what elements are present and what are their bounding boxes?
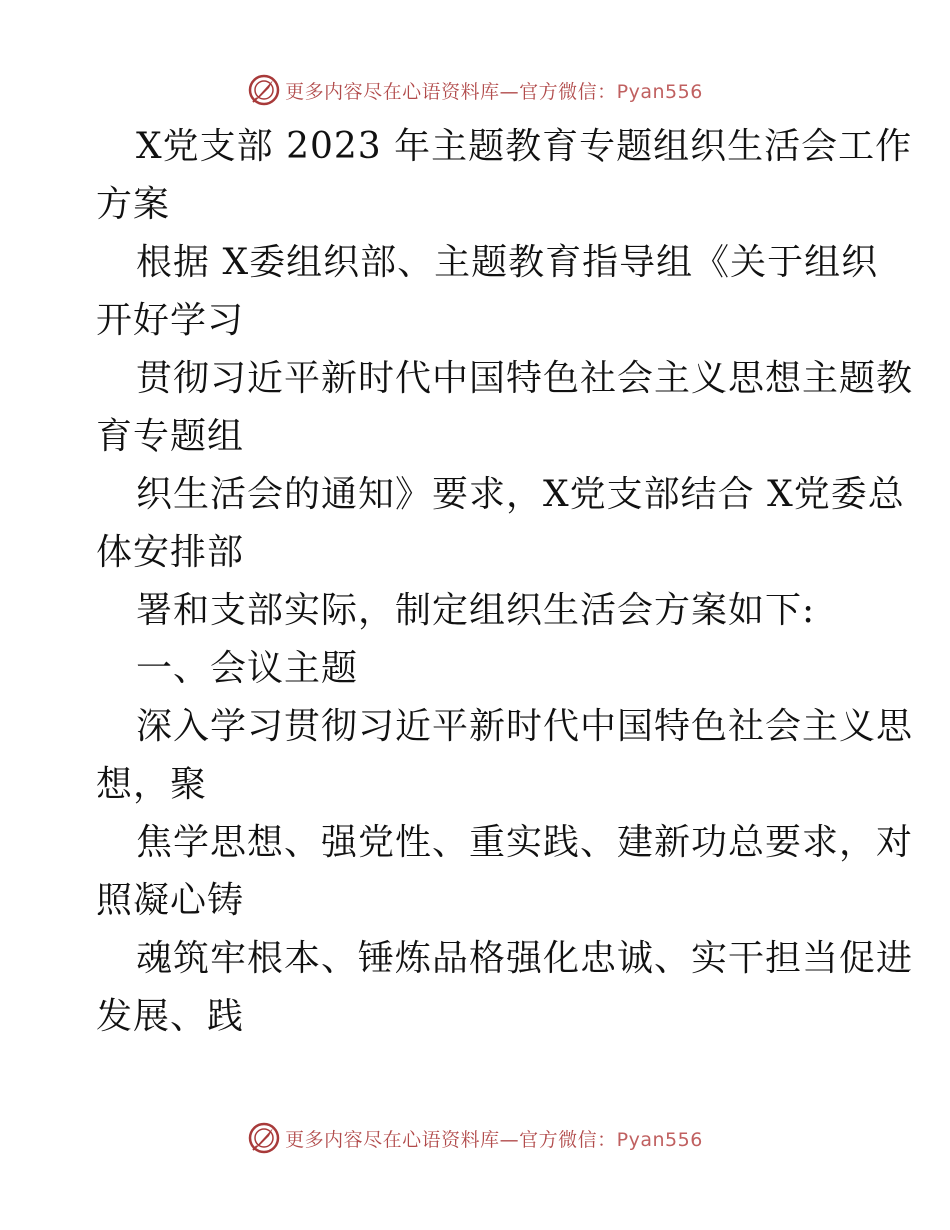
watermark-id: Pyan556 — [616, 1128, 703, 1151]
paragraph-line: 贯彻习近平新时代中国特色社会主义思想主题教 — [136, 358, 914, 399]
footer-watermark — [0, 1118, 950, 1158]
paragraph-line: 焦学思想、强党性、重实践、建新功总要求，对 — [136, 822, 914, 863]
watermark-text: 更多内容尽在心语资料库—官方微信：Pyan556 — [285, 1128, 703, 1151]
paragraph-line: 育专题组 — [96, 416, 245, 457]
paragraph-line: 想，聚 — [96, 764, 208, 805]
document-title-line-1: X党支部 2023 年主题教育专题组织生活会工作 — [136, 126, 913, 167]
paragraph-line: 开好学习 — [96, 300, 245, 341]
document-title-line-2: 方案 — [96, 184, 171, 225]
quill-pen-logo-icon — [247, 1121, 281, 1155]
paragraph-line: 深入学习贯彻习近平新时代中国特色社会主义思 — [136, 706, 914, 747]
watermark-id: Pyan556 — [616, 80, 703, 103]
header-watermark — [0, 70, 950, 110]
paragraph-line: 署和支部实际，制定组织生活会方案如下: — [136, 590, 816, 631]
paragraph-line: 照凝心铸 — [96, 880, 245, 921]
quill-pen-logo-icon — [247, 73, 281, 107]
section-heading: 一、会议主题 — [136, 648, 359, 689]
paragraph-line: 根据 X委组织部、主题教育指导组《关于组织 — [136, 242, 879, 283]
paragraph-line: 织生活会的通知》要求，X党支部结合 X党委总 — [136, 474, 905, 515]
paragraph-line: 魂筑牢根本、锤炼品格强化忠诚、实干担当促进 — [136, 938, 914, 979]
watermark-text: 更多内容尽在心语资料库—官方微信：Pyan556 — [285, 80, 703, 103]
paragraph-line: 发展、践 — [96, 996, 245, 1037]
paragraph-line: 体安排部 — [96, 532, 245, 573]
document-body — [96, 118, 914, 1046]
